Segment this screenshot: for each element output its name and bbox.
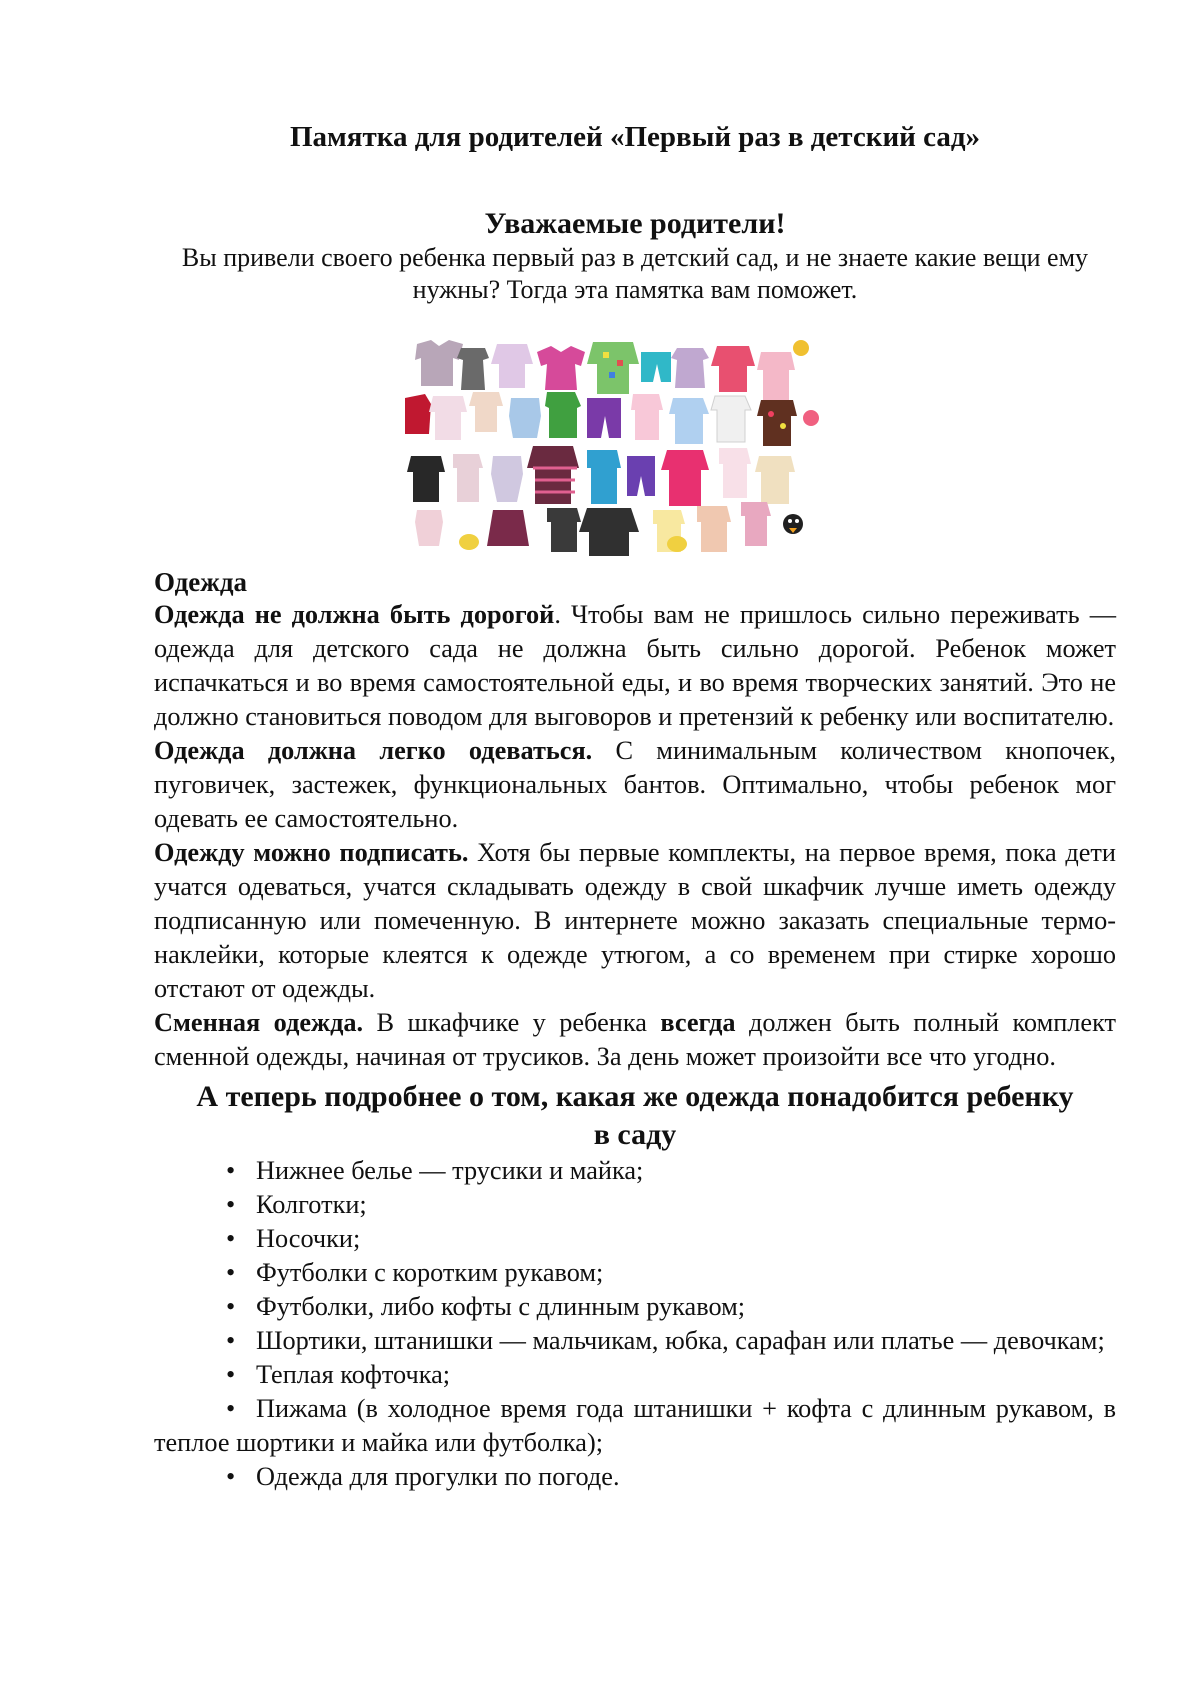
paragraph-lead: Одежда не должна быть дорогой <box>154 600 555 629</box>
bullet: • <box>226 1462 236 1491</box>
paragraph-body: В шкафчике у ребенка <box>363 1008 661 1037</box>
bullet: • <box>226 1190 236 1219</box>
list-item <box>154 1460 1116 1494</box>
bullet: • <box>226 1258 236 1287</box>
list-item <box>154 1392 1116 1460</box>
bullet: • <box>226 1224 236 1253</box>
section-heading-clothes: Одежда <box>154 567 248 597</box>
paragraph-body: Хотя бы первые комплекты, на первое время, пока дети учатся одеваться, учатся складывать одежду в свой шкафчик лучше иметь одежду подписанную или помеченную. В интернете можно заказать специальные термо-наклейки, которые клеятся к одежде утюгом, а со временем при стирке хорошо отстают от одежды. <box>154 838 1116 1003</box>
document-content <box>154 120 1116 1494</box>
paragraph-lead: Сменная одежда. <box>154 1008 364 1037</box>
bullet: • <box>226 1156 236 1185</box>
bullet: • <box>226 1326 236 1355</box>
paragraph-spare-clothes <box>154 1006 1116 1074</box>
list-item <box>154 1256 1116 1290</box>
list-item-text: Одежда для прогулки по погоде. <box>256 1462 620 1491</box>
list-item <box>154 1154 1116 1188</box>
paragraph-lead: Одежда должна легко одеваться. <box>154 736 593 765</box>
list-item <box>154 1324 1116 1358</box>
clothes-collage-illustration <box>397 338 833 556</box>
list-item-text: Нижнее белье — трусики и майка; <box>256 1156 644 1185</box>
paragraph-not-expensive <box>154 598 1116 734</box>
clothes-list-heading: А теперь подробнее о том, какая же одежда понадобится ребенку в саду <box>196 1080 1074 1151</box>
list-item-text: Колготки; <box>256 1190 367 1219</box>
paragraph-body: . Чтобы вам не пришлось сильно переживать — одежда для детского сада не должна быть сильно дорогой. Ребенок может испачкаться и во время самостоятельной еды, и во время творческих занятий. Это не должно становиться поводом для выговоров и претензий к ребенку или воспитателю. <box>154 600 1116 731</box>
paragraph-body-end: должен быть полный комплект сменной одежды, начиная от трусиков. За день может произойти все что угодно. <box>154 1008 1117 1071</box>
paragraph-body: С минимальным количеством кнопочек, пуговичек, застежек, функциональных бантов. Оптимально, чтобы ребенок мог одевать ее самостоятельно. <box>154 736 1116 833</box>
bullet: • <box>226 1360 236 1389</box>
list-item-text: Носочки; <box>256 1224 361 1253</box>
bullet: • <box>226 1394 236 1423</box>
clothes-collage-image <box>397 338 833 556</box>
paragraph-lead: Одежду можно подписать. <box>154 838 469 867</box>
paragraph-emphasis: всегда <box>660 1008 736 1037</box>
list-item-text: Теплая кофточка; <box>256 1360 451 1389</box>
document-title: Памятка для родителей «Первый раз в детский сад» <box>289 121 981 153</box>
list-item-text: Пижама (в холодное время года штанишки + кофта с длинным рукавом, в теплое шортики и майка или футболка); <box>154 1394 1116 1457</box>
list-item-text: Футболки с коротким рукавом; <box>256 1258 604 1287</box>
greeting-heading: Уважаемые родители! <box>484 207 786 240</box>
list-item <box>154 1290 1116 1324</box>
intro-text: Вы привели своего ребенка первый раз в детский сад, и не знаете какие вещи ему нужны? Тогда эта памятка вам поможет. <box>181 243 1089 304</box>
list-item-text: Шортики, штанишки — мальчикам, юбка, сарафан или платье — девочкам; <box>256 1326 1105 1355</box>
clothes-list <box>154 1154 1116 1494</box>
list-item <box>154 1222 1116 1256</box>
list-item <box>154 1188 1116 1222</box>
paragraph-easy-to-wear <box>154 734 1116 836</box>
paragraph-label-clothes <box>154 836 1116 1006</box>
list-item <box>154 1358 1116 1392</box>
bullet: • <box>226 1292 236 1321</box>
list-item-text: Футболки, либо кофты с длинным рукавом; <box>256 1292 746 1321</box>
